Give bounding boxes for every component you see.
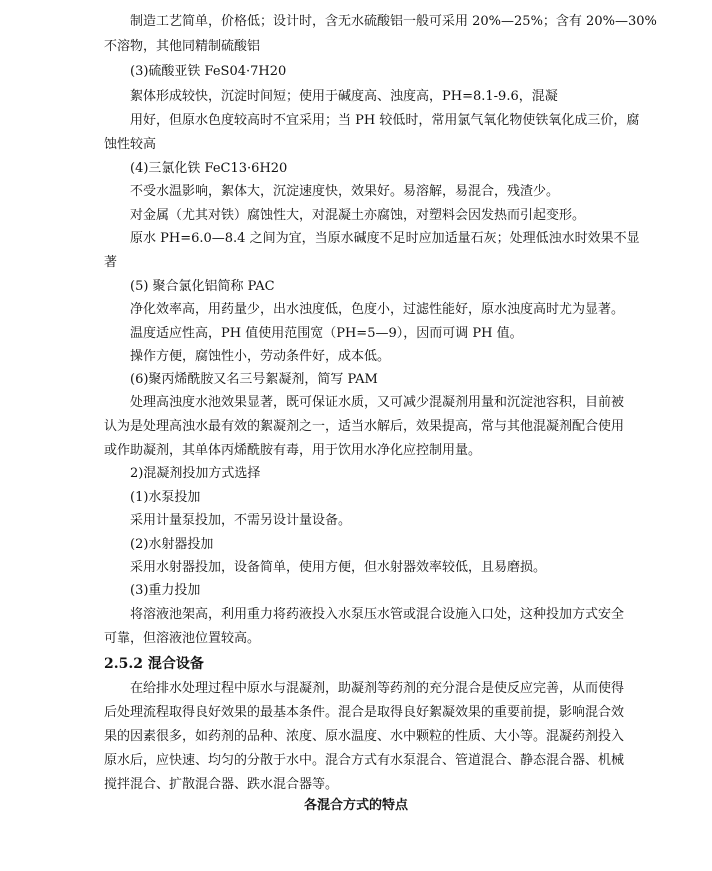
text-line: 对金属（尤其对铁）腐蚀性大，对混凝土亦腐蚀，对塑料会因发热而引起变形。 bbox=[130, 208, 586, 223]
text-line: 在给排水处理过程中原水与混凝剂，助凝剂等药剂的充分混合是使反应完善，从而使得 bbox=[130, 681, 625, 696]
text-line: 用好，但原水色度较高时不宜采用；当 PH 较低时，常用氯气氧化物使铁氧化成三价，腐 bbox=[130, 113, 640, 128]
text-line: 搅拌混合、扩散混合器、跌水混合器等。 bbox=[104, 777, 339, 792]
text-line: 絮体形成较快，沉淀时间短；使用于碱度高、浊度高，PH=8.1-9.6，混凝 bbox=[130, 89, 558, 104]
text-line: 将溶液池架高，利用重力将药液投入水泵压水管或混合设施入口处，这种投加方式安全 bbox=[130, 607, 625, 622]
text-line: 操作方便，腐蚀性小，劳动条件好，成本低。 bbox=[130, 349, 391, 364]
text-line: 2)混凝剂投加方式选择 bbox=[130, 466, 261, 481]
text-line: 不受水温影响，絮体大，沉淀速度快，效果好。易溶解，易混合，残渣少。 bbox=[130, 184, 560, 199]
text-line: 可靠，但溶液池位置较高。 bbox=[104, 631, 261, 646]
text-line: (6)聚丙烯酰胺又名三号絮凝剂，简写 PAM bbox=[130, 372, 378, 387]
text-line: 原水 PH=6.0—8.4 之间为宜，当原水碱度不足时应加适量石灰；处理低浊水时效果不显 bbox=[130, 231, 640, 246]
text-line: 净化效率高，用药量少，出水浊度低，色度小，过滤性能好，原水浊度高时尤为显著。 bbox=[130, 302, 625, 317]
text-line: (3)硫酸亚铁 FeS04·7H20 bbox=[130, 64, 287, 79]
text-line: 采用水射器投加，设备简单，使用方便，但水射器效率较低，且易磨损。 bbox=[130, 560, 547, 575]
text-line: (3)重力投加 bbox=[130, 583, 201, 598]
text-line: 制造工艺简单，价格低；设计时，含无水硫酸铝一般可采用 20%—25%；含有 20%—30% bbox=[130, 14, 657, 29]
section-heading: 2.5.2 混合设备 bbox=[104, 656, 204, 672]
text-line: 采用计量泵投加，不需另设计量设备。 bbox=[130, 513, 352, 528]
text-line: 著 bbox=[104, 255, 118, 270]
text-line: 果的因素很多，如药剂的品种、浓度、原水温度、水中颗粒的性质、大小等。混凝药剂投入 bbox=[104, 729, 625, 744]
text-line: 处理高浊度水池效果显著，既可保证水质，又可减少混凝剂用量和沉淀池容积，目前被 bbox=[130, 395, 625, 410]
text-line: (2)水射器投加 bbox=[130, 537, 214, 552]
text-line: (4)三氯化铁 FeC13·6H20 bbox=[130, 161, 288, 176]
text-line: (5) 聚合氯化铝简称 PAC bbox=[130, 279, 275, 294]
text-line: 或作助凝剂，其单体丙烯酰胺有毒，用于饮用水净化应控制用量。 bbox=[104, 443, 482, 458]
table-caption: 各混合方式的特点 bbox=[303, 798, 408, 813]
text-line: 温度适应性高，PH 值使用范围宽（PH=5—9），因而可调 PH 值。 bbox=[130, 326, 523, 341]
text-line: 原水后，应快速、均匀的分散于水中。混合方式有水泵混合、管道混合、静态混合器、机械 bbox=[104, 753, 625, 768]
text-line: 不溶物，其他同精制硫酸铝 bbox=[104, 39, 261, 54]
text-line: 蚀性较高 bbox=[104, 137, 157, 152]
text-line: (1)水泵投加 bbox=[130, 490, 201, 505]
text-line: 认为是处理高浊水最有效的絮凝剂之一，适当水解后，效果提高，常与其他混凝剂配合使用 bbox=[104, 419, 625, 434]
text-line: 后处理流程取得良好效果的最基本条件。混合是取得良好絮凝效果的重要前提，影响混合效 bbox=[104, 705, 625, 720]
